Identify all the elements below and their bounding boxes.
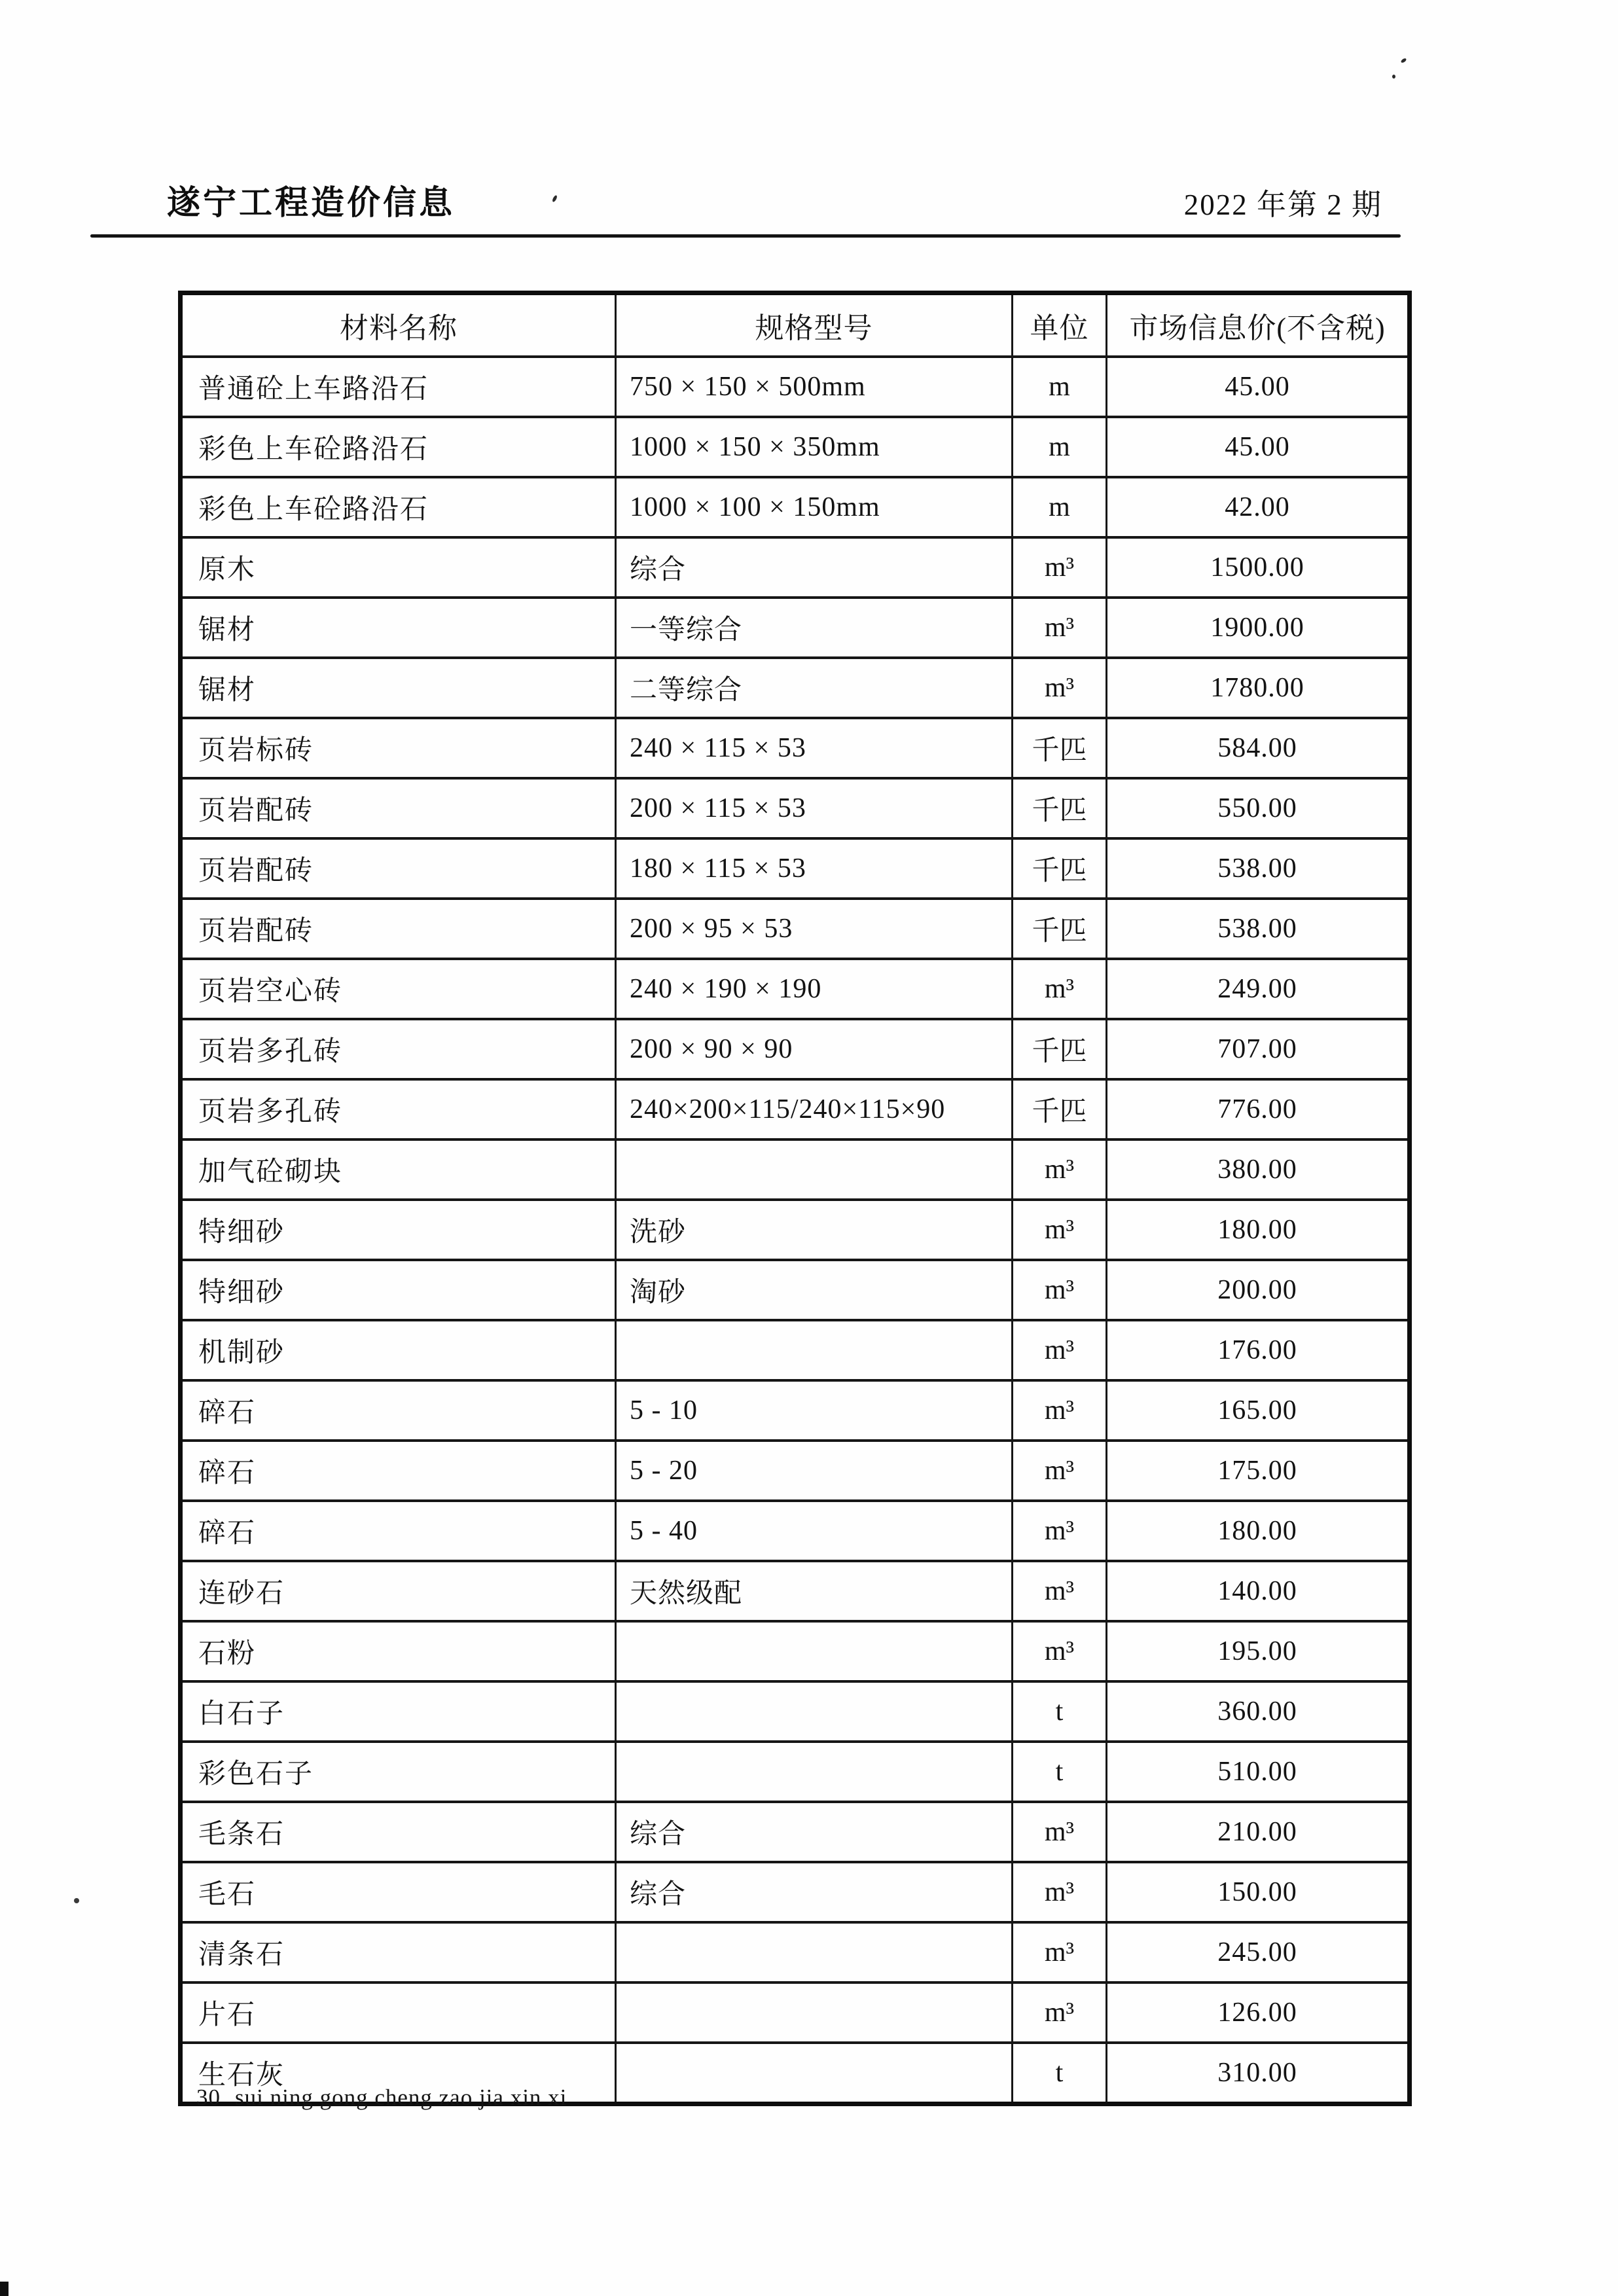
unit-cell: 千匹	[1013, 899, 1107, 959]
spec-cell: 1000 × 100 × 150mm	[616, 477, 1013, 537]
material-name-cell: 机制砂	[181, 1320, 616, 1380]
price-cell: 210.00	[1107, 1802, 1410, 1862]
material-name-cell: 白石子	[181, 1681, 616, 1742]
column-header-material-name: 材料名称	[181, 293, 616, 357]
table-row	[181, 658, 1410, 718]
column-header-spec: 规格型号	[616, 293, 1013, 357]
table-row	[181, 1862, 1410, 1922]
material-name-cell: 页岩多孔砖	[181, 1079, 616, 1139]
spec-cell	[616, 2043, 1013, 2104]
spec-cell	[616, 1922, 1013, 1982]
price-cell: 180.00	[1107, 1200, 1410, 1260]
price-cell: 550.00	[1107, 778, 1410, 838]
price-cell: 380.00	[1107, 1139, 1410, 1200]
table-row	[181, 1320, 1410, 1380]
spec-cell: 综合	[616, 1802, 1013, 1862]
unit-cell: m	[1013, 477, 1107, 537]
table-row	[181, 899, 1410, 959]
page-number: 30	[196, 2085, 221, 2110]
unit-cell: m³	[1013, 1922, 1107, 1982]
price-cell: 45.00	[1107, 417, 1410, 477]
price-cell: 538.00	[1107, 838, 1410, 899]
spec-cell: 180 × 115 × 53	[616, 838, 1013, 899]
price-cell: 195.00	[1107, 1621, 1410, 1681]
unit-cell: m	[1013, 417, 1107, 477]
unit-cell: m³	[1013, 1982, 1107, 2043]
material-name-cell: 特细砂	[181, 1200, 616, 1260]
table-row	[181, 1260, 1410, 1320]
table-row	[181, 718, 1410, 778]
material-name-cell: 彩色石子	[181, 1742, 616, 1802]
unit-cell: m³	[1013, 1501, 1107, 1561]
spec-cell: 750 × 150 × 500mm	[616, 357, 1013, 417]
unit-cell: t	[1013, 1681, 1107, 1742]
spec-cell	[616, 1320, 1013, 1380]
price-cell: 249.00	[1107, 959, 1410, 1019]
spec-cell	[616, 1621, 1013, 1681]
unit-cell: 千匹	[1013, 718, 1107, 778]
material-name-cell: 原木	[181, 537, 616, 598]
table-row	[181, 477, 1410, 537]
spec-cell: 洗砂	[616, 1200, 1013, 1260]
price-cell: 360.00	[1107, 1681, 1410, 1742]
scan-speck	[1392, 75, 1395, 79]
table-row	[181, 1441, 1410, 1501]
price-cell: 707.00	[1107, 1019, 1410, 1079]
table-row	[181, 778, 1410, 838]
column-header-price: 市场信息价(不含税)	[1107, 293, 1410, 357]
material-name-cell: 毛石	[181, 1862, 616, 1922]
material-name-cell: 片石	[181, 1982, 616, 2043]
unit-cell: m³	[1013, 1200, 1107, 1260]
table-row	[181, 838, 1410, 899]
unit-cell: m³	[1013, 598, 1107, 658]
unit-cell: m³	[1013, 1320, 1107, 1380]
price-cell: 200.00	[1107, 1260, 1410, 1320]
unit-cell: 千匹	[1013, 838, 1107, 899]
price-cell: 140.00	[1107, 1561, 1410, 1621]
unit-cell: m³	[1013, 1561, 1107, 1621]
material-name-cell: 生石灰	[181, 2043, 616, 2104]
unit-cell: m³	[1013, 1862, 1107, 1922]
unit-cell: m³	[1013, 1139, 1107, 1200]
spec-cell	[616, 1742, 1013, 1802]
page-title: 遂宁工程造价信息	[167, 185, 456, 222]
unit-cell: t	[1013, 2043, 1107, 2104]
table-row	[181, 357, 1410, 417]
spec-cell: 综合	[616, 1862, 1013, 1922]
price-cell: 45.00	[1107, 357, 1410, 417]
table-row	[181, 1079, 1410, 1139]
material-name-cell: 普通砼上车路沿石	[181, 357, 616, 417]
spec-cell: 一等综合	[616, 598, 1013, 658]
material-name-cell: 碎石	[181, 1501, 616, 1561]
table-row	[181, 1139, 1410, 1200]
spec-cell	[616, 1982, 1013, 2043]
price-cell: 245.00	[1107, 1922, 1410, 1982]
table-row	[181, 537, 1410, 598]
material-name-cell: 页岩空心砖	[181, 959, 616, 1019]
price-cell: 176.00	[1107, 1320, 1410, 1380]
unit-cell: m³	[1013, 1441, 1107, 1501]
price-cell: 584.00	[1107, 718, 1410, 778]
material-name-cell: 锯材	[181, 598, 616, 658]
spec-cell: 200 × 115 × 53	[616, 778, 1013, 838]
header-rule	[90, 234, 1401, 238]
price-cell: 42.00	[1107, 477, 1410, 537]
unit-cell: m³	[1013, 658, 1107, 718]
spec-cell: 综合	[616, 537, 1013, 598]
spec-cell: 240 × 190 × 190	[616, 959, 1013, 1019]
price-cell: 510.00	[1107, 1742, 1410, 1802]
material-name-cell: 页岩标砖	[181, 718, 616, 778]
material-price-table	[178, 291, 1412, 2106]
unit-cell: 千匹	[1013, 1079, 1107, 1139]
spec-cell: 5 - 10	[616, 1380, 1013, 1441]
footer-pinyin: sui ning gong cheng zao jia xin xi	[235, 2085, 567, 2110]
table-row	[181, 1501, 1410, 1561]
spec-cell: 淘砂	[616, 1260, 1013, 1320]
spec-cell: 200 × 90 × 90	[616, 1019, 1013, 1079]
material-name-cell: 彩色上车砼路沿石	[181, 477, 616, 537]
price-cell: 1780.00	[1107, 658, 1410, 718]
spec-cell: 5 - 40	[616, 1501, 1013, 1561]
table-row	[181, 598, 1410, 658]
material-name-cell: 石粉	[181, 1621, 616, 1681]
page-footer	[196, 2085, 567, 2111]
table-row	[181, 1982, 1410, 2043]
table-row	[181, 1922, 1410, 1982]
material-name-cell: 页岩多孔砖	[181, 1019, 616, 1079]
unit-cell: m³	[1013, 1260, 1107, 1320]
material-name-cell: 加气砼砌块	[181, 1139, 616, 1200]
table-row	[181, 1802, 1410, 1862]
spec-cell: 5 - 20	[616, 1441, 1013, 1501]
material-name-cell: 毛条石	[181, 1802, 616, 1862]
scan-corner-mark	[0, 2282, 9, 2296]
price-cell: 180.00	[1107, 1501, 1410, 1561]
spec-cell: 1000 × 150 × 350mm	[616, 417, 1013, 477]
price-cell: 150.00	[1107, 1862, 1410, 1922]
unit-cell: m³	[1013, 959, 1107, 1019]
material-name-cell: 页岩配砖	[181, 838, 616, 899]
table-row	[181, 1019, 1410, 1079]
table-row	[181, 417, 1410, 477]
unit-cell: m	[1013, 357, 1107, 417]
table-row	[181, 1561, 1410, 1621]
price-cell: 165.00	[1107, 1380, 1410, 1441]
material-name-cell: 页岩配砖	[181, 899, 616, 959]
unit-cell: 千匹	[1013, 778, 1107, 838]
unit-cell: m³	[1013, 1621, 1107, 1681]
table-row	[181, 1200, 1410, 1260]
table-row	[181, 1380, 1410, 1441]
material-name-cell: 特细砂	[181, 1260, 616, 1320]
price-cell: 776.00	[1107, 1079, 1410, 1139]
scan-speck	[552, 194, 558, 202]
material-name-cell: 页岩配砖	[181, 778, 616, 838]
price-cell: 1900.00	[1107, 598, 1410, 658]
table-row	[181, 1742, 1410, 1802]
spec-cell: 二等综合	[616, 658, 1013, 718]
material-name-cell: 清条石	[181, 1922, 616, 1982]
spec-cell	[616, 1681, 1013, 1742]
scan-speck	[1400, 58, 1407, 63]
spec-cell: 天然级配	[616, 1561, 1013, 1621]
unit-cell: m³	[1013, 1380, 1107, 1441]
spec-cell: 200 × 95 × 53	[616, 899, 1013, 959]
issue-label: 2022 年第 2 期	[1183, 188, 1382, 221]
price-cell: 1500.00	[1107, 537, 1410, 598]
price-cell: 310.00	[1107, 2043, 1410, 2104]
scan-speck	[74, 1898, 79, 1903]
table-body	[181, 357, 1410, 2104]
price-cell: 126.00	[1107, 1982, 1410, 2043]
price-cell: 175.00	[1107, 1441, 1410, 1501]
material-name-cell: 彩色上车砼路沿石	[181, 417, 616, 477]
table-row	[181, 1681, 1410, 1742]
unit-cell: t	[1013, 1742, 1107, 1802]
material-name-cell: 碎石	[181, 1441, 616, 1501]
spec-cell	[616, 1139, 1013, 1200]
unit-cell: m³	[1013, 1802, 1107, 1862]
price-cell: 538.00	[1107, 899, 1410, 959]
material-name-cell: 连砂石	[181, 1561, 616, 1621]
material-name-cell: 碎石	[181, 1380, 616, 1441]
table-row	[181, 1621, 1410, 1681]
unit-cell: 千匹	[1013, 1019, 1107, 1079]
spec-cell: 240×200×115/240×115×90	[616, 1079, 1013, 1139]
spec-cell: 240 × 115 × 53	[616, 718, 1013, 778]
unit-cell: m³	[1013, 537, 1107, 598]
column-header-unit: 单位	[1013, 293, 1107, 357]
table-row	[181, 959, 1410, 1019]
material-name-cell: 锯材	[181, 658, 616, 718]
table-header-row	[181, 293, 1410, 357]
